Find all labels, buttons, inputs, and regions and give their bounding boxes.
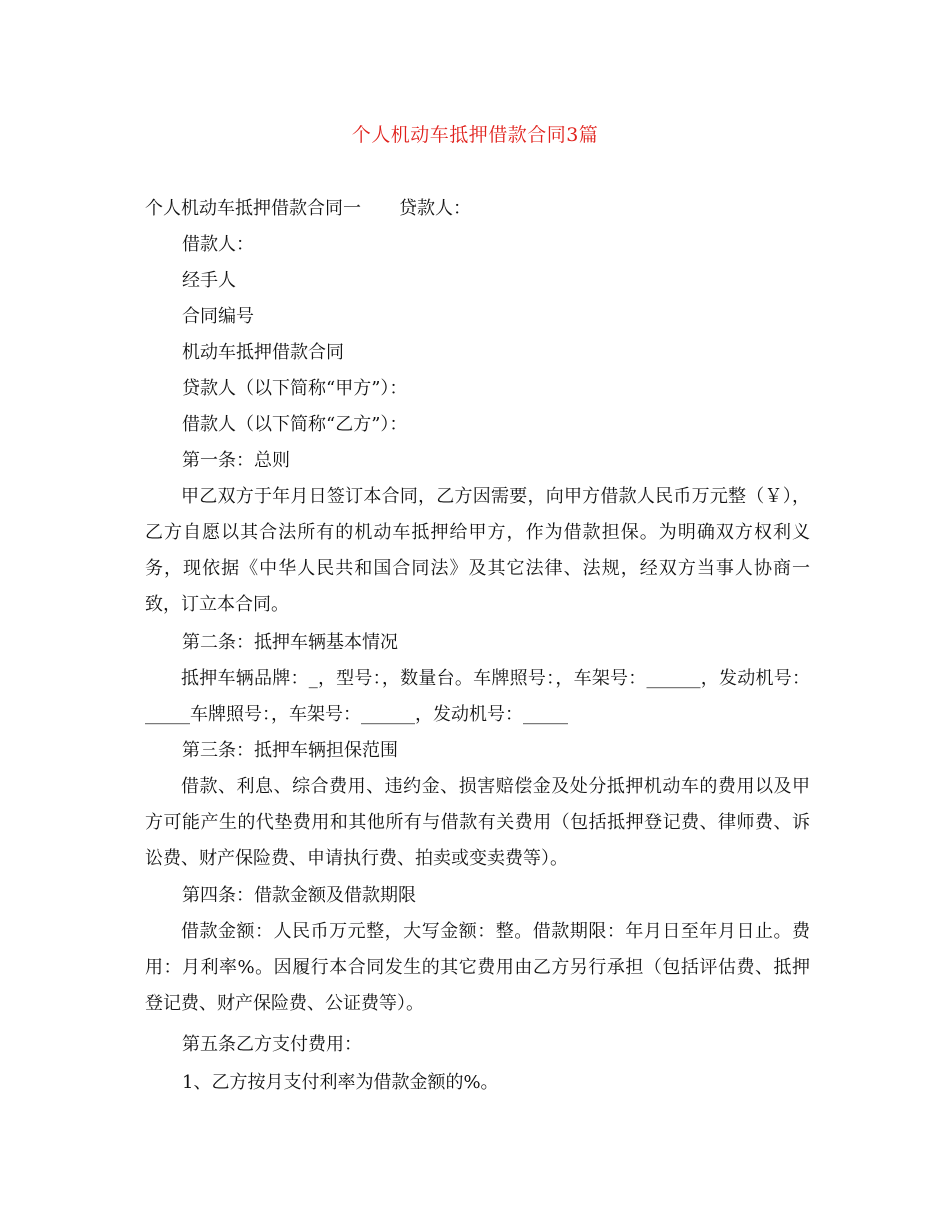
- intro-line: [145, 196, 471, 222]
- handler-label: 经手人: [182, 270, 236, 291]
- borrower-label: 借款人：: [182, 234, 254, 255]
- article-5-item-1: 1、乙方按月支付利率为借款金额的%。: [182, 1072, 499, 1093]
- article-2-heading: 第二条：抵押车辆基本情况: [182, 632, 398, 653]
- article-1-body: 甲乙双方于年月日签订本合同，乙方因需要，向甲方借款人民币万元整（￥），乙方自愿以其合法所有的机动车抵押给甲方，作为借款担保。为明确双方权利义务，现依据《中华人民共和国合同法》及其它法律、法规，经双方当事人协商一致，订立本合同。: [145, 486, 810, 615]
- party-b-label: 借款人（以下简称“乙方”）：: [182, 414, 408, 435]
- party-a-label: 贷款人（以下简称“甲方”）：: [182, 378, 408, 399]
- article-4-heading: 第四条：借款金额及借款期限: [182, 885, 416, 906]
- article-3-body: 借款、利息、综合费用、违约金、损害赔偿金及处分抵押机动车的费用以及甲方可能产生的代垫费用和其他所有与借款有关费用（包括抵押登记费、律师费、诉讼费、财产保险费、申请执行费、拍卖或变卖费等）。: [145, 776, 810, 869]
- article-5-heading: 第五条乙方支付费用：: [182, 1034, 362, 1055]
- article-2-body: 抵押车辆品牌：_，型号：，数量台。车牌照号：，车架号：______，发动机号：_____车牌照号：，车架号：______，发动机号：_____: [145, 668, 810, 725]
- contract-name: 机动车抵押借款合同: [182, 342, 344, 363]
- intro-lender-label: 贷款人：: [399, 198, 471, 219]
- contract-number-label: 合同编号: [182, 306, 254, 327]
- article-4-body: 借款金额：人民币万元整，大写金额：整。借款期限：年月日至年月日止。费用：月利率%。因履行本合同发生的其它费用由乙方另行承担（包括评估费、抵押登记费、财产保险费、公证费等）。: [145, 921, 810, 1014]
- document-title: 个人机动车抵押借款合同3篇: [351, 124, 599, 146]
- article-3-heading: 第三条：抵押车辆担保范围: [182, 740, 398, 761]
- article-1-heading: 第一条：总则: [182, 450, 290, 471]
- intro-contract-label: 个人机动车抵押借款合同一: [145, 198, 361, 219]
